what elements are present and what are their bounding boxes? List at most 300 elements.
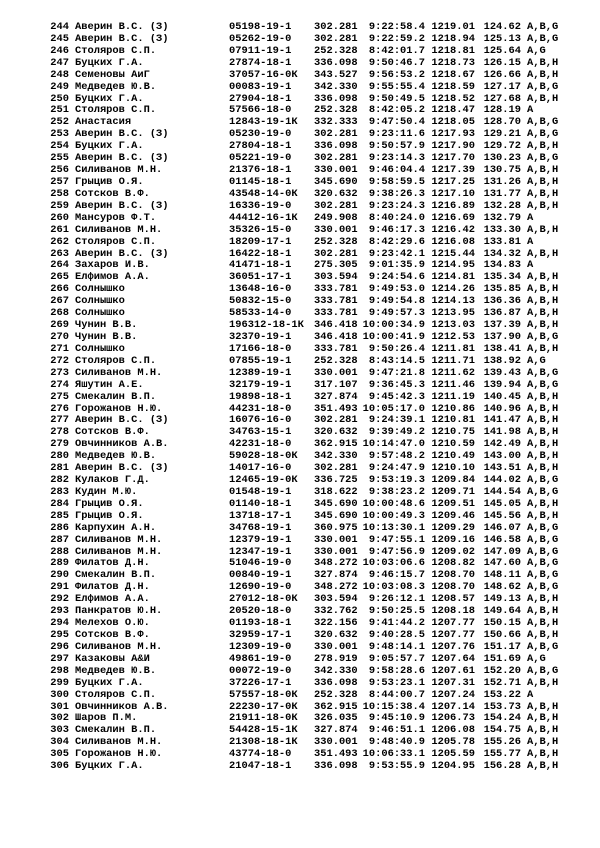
distance-cell: 330.001	[314, 224, 358, 236]
fancier-name-cell: Столяров С.П.	[75, 236, 157, 248]
groups-cell: A,B,G	[527, 522, 559, 534]
distance-cell: 336.098	[314, 57, 358, 69]
arrival-time-cell: 9:23:42.1	[368, 248, 425, 260]
groups-cell: A,B,H	[527, 630, 559, 642]
distance-cell: 348.272	[314, 558, 358, 570]
arrival-time-cell: 9:46:17.3	[368, 224, 425, 236]
groups-cell: A,B,G	[527, 117, 559, 129]
ring-number-cell: 12843-19-1К	[229, 117, 298, 129]
table-row	[46, 201, 586, 213]
table-row	[46, 690, 586, 702]
speed-cell: 1210.81	[431, 415, 475, 427]
place-number-cell: 281	[50, 463, 69, 475]
distance-cell: 332.762	[314, 606, 358, 618]
groups-cell: A,B,H	[527, 463, 559, 475]
arrival-time-cell: 9:01:35.9	[368, 260, 425, 272]
ring-number-cell: 32370-19-1	[229, 331, 292, 343]
arrival-time-cell: 9:48:14.1	[368, 641, 425, 653]
groups-cell: A,B,H	[527, 176, 559, 188]
arrival-time-cell: 9:22:59.2	[368, 33, 425, 45]
groups-cell: A,B,H	[527, 737, 559, 749]
table-row	[46, 547, 586, 559]
table-row	[46, 594, 586, 606]
groups-cell: A,B,G	[527, 546, 559, 558]
fancier-name-cell: Солнышко	[75, 308, 125, 320]
speed-cell: 1209.16	[431, 534, 475, 546]
groups-cell: A,B,H	[527, 320, 559, 332]
table-row	[46, 177, 586, 189]
distance-cell: 332.333	[314, 117, 358, 129]
table-row	[46, 46, 586, 58]
fancier-name-cell: Грыцив О.Я.	[75, 510, 144, 522]
distance-cell: 351.493	[314, 403, 358, 415]
fancier-name-cell: Семеновы АиГ	[75, 69, 150, 81]
fancier-name-cell: Солнышко	[75, 284, 125, 296]
speed-cell: 1210.75	[431, 427, 475, 439]
ring-number-cell: 05230-19-0	[229, 129, 292, 141]
place-number-cell: 295	[50, 630, 69, 642]
ring-number-cell: 13718-17-1	[229, 510, 292, 522]
fancier-name-cell: Силиванов М.Н.	[75, 367, 163, 379]
ring-number-cell: 16076-16-0	[229, 415, 292, 427]
ring-number-cell: 00840-19-1	[229, 570, 292, 582]
fancier-name-cell: Аверин В.С. (З)	[75, 248, 169, 260]
arrival-time-cell: 9:23:11.6	[368, 129, 425, 141]
groups-cell: A,B,G	[527, 486, 559, 498]
arrival-time-cell: 9:49:57.3	[368, 308, 425, 320]
table-row	[46, 308, 586, 320]
ring-number-cell: 12465-19-0К	[229, 475, 298, 487]
ring-number-cell: 14017-16-0	[229, 463, 292, 475]
table-row	[46, 558, 586, 570]
arrival-time-cell: 9:46:15.7	[368, 570, 425, 582]
arrival-time-cell: 9:47:50.4	[368, 117, 425, 129]
place-number-cell: 271	[50, 343, 69, 355]
arrival-time-cell: 9:53:23.1	[368, 677, 425, 689]
table-row	[46, 141, 586, 153]
place-number-cell: 256	[50, 165, 69, 177]
points-cell: 126.15	[483, 57, 521, 69]
speed-cell: 1207.77	[431, 618, 475, 630]
distance-cell: 333.781	[314, 296, 358, 308]
ring-number-cell: 13648-16-0	[229, 284, 292, 296]
points-cell: 132.79	[483, 212, 521, 224]
points-cell: 155.77	[483, 749, 521, 761]
groups-cell: A,B,H	[527, 427, 559, 439]
table-row	[46, 749, 586, 761]
place-number-cell: 245	[50, 33, 69, 45]
ring-number-cell: 01145-18-1	[229, 176, 292, 188]
fancier-name-cell: Солнышко	[75, 343, 125, 355]
distance-cell: 351.493	[314, 749, 358, 761]
groups-cell: A,B,H	[527, 188, 559, 200]
table-row	[46, 487, 586, 499]
place-number-cell: 275	[50, 391, 69, 403]
place-number-cell: 273	[50, 367, 69, 379]
speed-cell: 1206.08	[431, 725, 475, 737]
distance-cell: 336.098	[314, 93, 358, 105]
arrival-time-cell: 9:56:53.2	[368, 69, 425, 81]
points-cell: 155.26	[483, 737, 521, 749]
arrival-time-cell: 9:47:55.1	[368, 534, 425, 546]
arrival-time-cell: 9:26:12.1	[368, 594, 425, 606]
table-row	[46, 380, 586, 392]
arrival-time-cell: 9:57:48.2	[368, 451, 425, 463]
speed-cell: 1208.70	[431, 570, 475, 582]
ring-number-cell: 196312-18-1К	[229, 320, 304, 332]
points-cell: 139.43	[483, 367, 521, 379]
fancier-name-cell: Аверин В.С. (З)	[75, 22, 169, 33]
speed-cell: 1217.70	[431, 153, 475, 165]
results-table	[46, 22, 586, 773]
table-row	[46, 320, 586, 332]
ring-number-cell: 49861-19-0	[229, 653, 292, 665]
fancier-name-cell: Чунин В.В.	[75, 331, 138, 343]
table-row	[46, 213, 586, 225]
speed-cell: 1207.31	[431, 677, 475, 689]
arrival-time-cell: 9:24:39.1	[368, 415, 425, 427]
points-cell: 141.47	[483, 415, 521, 427]
points-cell: 130.75	[483, 165, 521, 177]
table-row	[46, 356, 586, 368]
fancier-name-cell: Овчинников А.В.	[75, 701, 169, 713]
arrival-time-cell: 9:23:24.3	[368, 200, 425, 212]
distance-cell: 333.781	[314, 284, 358, 296]
ring-number-cell: 37057-16-0К	[229, 69, 298, 81]
place-number-cell: 249	[50, 81, 69, 93]
ring-number-cell: 43774-18-0	[229, 749, 292, 761]
arrival-time-cell: 10:05:17.0	[362, 403, 425, 415]
speed-cell: 1208.82	[431, 558, 475, 570]
distance-cell: 360.975	[314, 522, 358, 534]
points-cell: 134.32	[483, 248, 521, 260]
place-number-cell: 261	[50, 224, 69, 236]
points-cell: 127.68	[483, 93, 521, 105]
ring-number-cell: 05221-19-0	[229, 153, 292, 165]
place-number-cell: 300	[50, 689, 69, 701]
points-cell: 152.71	[483, 677, 521, 689]
groups-cell: A,B,H	[527, 606, 559, 618]
points-cell: 148.62	[483, 582, 521, 594]
speed-cell: 1209.71	[431, 486, 475, 498]
table-row	[46, 82, 586, 94]
distance-cell: 327.874	[314, 725, 358, 737]
arrival-time-cell: 10:00:34.9	[362, 320, 425, 332]
fancier-name-cell: Карпухин А.Н.	[75, 522, 157, 534]
distance-cell: 275.305	[314, 260, 358, 272]
table-row	[46, 666, 586, 678]
speed-cell: 1213.95	[431, 308, 475, 320]
points-cell: 147.60	[483, 558, 521, 570]
groups-cell: A,B,H	[527, 69, 559, 81]
fancier-name-cell: Силиванов М.Н.	[75, 641, 163, 653]
place-number-cell: 247	[50, 57, 69, 69]
ring-number-cell: 27874-18-1	[229, 57, 292, 69]
points-cell: 151.17	[483, 641, 521, 653]
groups-cell: A,G	[527, 653, 546, 665]
groups-cell: A,G	[527, 45, 546, 57]
distance-cell: 336.098	[314, 761, 358, 773]
distance-cell: 345.690	[314, 510, 358, 522]
fancier-name-cell: Аверин В.С. (З)	[75, 153, 169, 165]
fancier-name-cell: Аверин В.С. (З)	[75, 200, 169, 212]
groups-cell: A	[527, 105, 534, 117]
points-cell: 149.64	[483, 606, 521, 618]
arrival-time-cell: 9:47:56.9	[368, 546, 425, 558]
fancier-name-cell: Грыцив О.Я.	[75, 498, 144, 510]
fancier-name-cell: Горожанов Н.Ю.	[75, 403, 163, 415]
ring-number-cell: 19898-18-1	[229, 391, 292, 403]
ring-number-cell: 41471-18-1	[229, 260, 292, 272]
table-row	[46, 702, 586, 714]
speed-cell: 1209.84	[431, 475, 475, 487]
table-row	[46, 153, 586, 165]
ring-number-cell: 12690-19-0	[229, 582, 292, 594]
distance-cell: 330.001	[314, 367, 358, 379]
table-row	[46, 296, 586, 308]
arrival-time-cell: 10:15:38.4	[362, 701, 425, 713]
points-cell: 125.64	[483, 45, 521, 57]
arrival-time-cell: 9:38:26.3	[368, 188, 425, 200]
arrival-time-cell: 8:44:00.7	[368, 689, 425, 701]
points-cell: 145.05	[483, 498, 521, 510]
arrival-time-cell: 10:03:06.6	[362, 558, 425, 570]
place-number-cell: 291	[50, 582, 69, 594]
table-row	[46, 761, 586, 773]
ring-number-cell: 57566-18-0	[229, 105, 292, 117]
ring-number-cell: 32179-19-1	[229, 379, 292, 391]
points-cell: 146.58	[483, 534, 521, 546]
table-row	[46, 523, 586, 535]
fancier-name-cell: Столяров С.П.	[75, 689, 157, 701]
fancier-name-cell: Силиванов М.Н.	[75, 534, 163, 546]
points-cell: 153.73	[483, 701, 521, 713]
ring-number-cell: 21376-18-1	[229, 165, 292, 177]
arrival-time-cell: 10:13:30.1	[362, 522, 425, 534]
arrival-time-cell: 9:49:53.0	[368, 284, 425, 296]
place-number-cell: 297	[50, 653, 69, 665]
points-cell: 152.20	[483, 665, 521, 677]
ring-number-cell: 21047-18-1	[229, 761, 292, 773]
fancier-name-cell: Казаковы А&И	[75, 653, 150, 665]
groups-cell: A	[527, 689, 534, 701]
speed-cell: 1210.86	[431, 403, 475, 415]
arrival-time-cell: 9:45:42.3	[368, 391, 425, 403]
speed-cell: 1209.29	[431, 522, 475, 534]
groups-cell: A,B,G	[527, 582, 559, 594]
speed-cell: 1204.95	[431, 761, 475, 773]
fancier-name-cell: Силиванов М.Н.	[75, 165, 163, 177]
arrival-time-cell: 8:42:29.6	[368, 236, 425, 248]
distance-cell: 252.328	[314, 689, 358, 701]
fancier-name-cell: Мансуров Ф.Т.	[75, 212, 157, 224]
fancier-name-cell: Буцких Г.А.	[75, 761, 144, 773]
table-row	[46, 344, 586, 356]
fancier-name-cell: Силиванов М.Н.	[75, 224, 163, 236]
place-number-cell: 299	[50, 677, 69, 689]
points-cell: 139.94	[483, 379, 521, 391]
points-cell: 144.54	[483, 486, 521, 498]
fancier-name-cell: Аверин В.С. (З)	[75, 129, 169, 141]
distance-cell: 278.919	[314, 653, 358, 665]
speed-cell: 1213.03	[431, 320, 475, 332]
fancier-name-cell: Медведев Ю.В.	[75, 81, 157, 93]
groups-cell: A	[527, 260, 534, 272]
arrival-time-cell: 9:50:49.5	[368, 93, 425, 105]
arrival-time-cell: 9:41:44.2	[368, 618, 425, 630]
table-row	[46, 713, 586, 725]
fancier-name-cell: Солнышко	[75, 296, 125, 308]
table-row	[46, 237, 586, 249]
table-row	[46, 499, 586, 511]
points-cell: 137.39	[483, 320, 521, 332]
place-number-cell: 252	[50, 117, 69, 129]
speed-cell: 1218.05	[431, 117, 475, 129]
distance-cell: 330.001	[314, 165, 358, 177]
arrival-time-cell: 9:46:51.1	[368, 725, 425, 737]
place-number-cell: 274	[50, 379, 69, 391]
place-number-cell: 306	[50, 761, 69, 773]
speed-cell: 1218.47	[431, 105, 475, 117]
fancier-name-cell: Шаров П.М.	[75, 713, 138, 725]
table-row	[46, 606, 586, 618]
fancier-name-cell: Сотсков В.Ф.	[75, 427, 150, 439]
distance-cell: 320.632	[314, 188, 358, 200]
ring-number-cell: 50832-15-0	[229, 296, 292, 308]
speed-cell: 1216.89	[431, 200, 475, 212]
points-cell: 140.96	[483, 403, 521, 415]
groups-cell: A,B,H	[527, 415, 559, 427]
ring-number-cell: 16422-18-1	[229, 248, 292, 260]
distance-cell: 252.328	[314, 236, 358, 248]
speed-cell: 1219.01	[431, 22, 475, 33]
place-number-cell: 277	[50, 415, 69, 427]
groups-cell: A,B,G	[527, 534, 559, 546]
table-row	[46, 105, 586, 117]
fancier-name-cell: Яшутин А.Е.	[75, 379, 144, 391]
place-number-cell: 267	[50, 296, 69, 308]
table-row	[46, 630, 586, 642]
distance-cell: 326.035	[314, 713, 358, 725]
points-cell: 154.24	[483, 713, 521, 725]
arrival-time-cell: 10:00:41.9	[362, 331, 425, 343]
arrival-time-cell: 9:45:10.9	[368, 713, 425, 725]
arrival-time-cell: 9:24:54.6	[368, 272, 425, 284]
speed-cell: 1217.93	[431, 129, 475, 141]
ring-number-cell: 16336-19-0	[229, 200, 292, 212]
place-number-cell: 257	[50, 176, 69, 188]
fancier-name-cell: Столяров С.П.	[75, 45, 157, 57]
fancier-name-cell: Овчинников А.В.	[75, 439, 169, 451]
points-cell: 129.72	[483, 141, 521, 153]
groups-cell: A,B,H	[527, 451, 559, 463]
distance-cell: 320.632	[314, 630, 358, 642]
points-cell: 149.13	[483, 594, 521, 606]
groups-cell: A,B,H	[527, 749, 559, 761]
groups-cell: A,B,H	[527, 296, 559, 308]
place-number-cell: 290	[50, 570, 69, 582]
speed-cell: 1209.51	[431, 498, 475, 510]
distance-cell: 327.874	[314, 391, 358, 403]
table-row	[46, 272, 586, 284]
ring-number-cell: 34763-15-1	[229, 427, 292, 439]
points-cell: 125.13	[483, 33, 521, 45]
groups-cell: A,B,H	[527, 618, 559, 630]
distance-cell: 346.418	[314, 320, 358, 332]
groups-cell: A,B,H	[527, 272, 559, 284]
speed-cell: 1218.52	[431, 93, 475, 105]
table-row	[46, 70, 586, 82]
distance-cell: 249.908	[314, 212, 358, 224]
groups-cell: A,B,H	[527, 713, 559, 725]
points-cell: 128.70	[483, 117, 521, 129]
ring-number-cell: 27804-18-1	[229, 141, 292, 153]
ring-number-cell: 36051-17-1	[229, 272, 292, 284]
points-cell: 141.98	[483, 427, 521, 439]
ring-number-cell: 00083-19-1	[229, 81, 292, 93]
place-number-cell: 260	[50, 212, 69, 224]
place-number-cell: 301	[50, 701, 69, 713]
arrival-time-cell: 9:50:46.7	[368, 57, 425, 69]
table-row	[46, 117, 586, 129]
speed-cell: 1209.46	[431, 510, 475, 522]
ring-number-cell: 01548-19-1	[229, 486, 292, 498]
distance-cell: 348.272	[314, 582, 358, 594]
groups-cell: A,B,H	[527, 510, 559, 522]
arrival-time-cell: 9:47:21.8	[368, 367, 425, 379]
place-number-cell: 285	[50, 510, 69, 522]
table-row	[46, 284, 586, 296]
groups-cell: A,B,H	[527, 248, 559, 260]
points-cell: 130.23	[483, 153, 521, 165]
fancier-name-cell: Панкратов Ю.Н.	[75, 606, 163, 618]
place-number-cell: 288	[50, 546, 69, 558]
groups-cell: A	[527, 236, 534, 248]
arrival-time-cell: 10:03:08.3	[362, 582, 425, 594]
place-number-cell: 251	[50, 105, 69, 117]
ring-number-cell: 12347-19-1	[229, 546, 292, 558]
table-row	[46, 725, 586, 737]
speed-cell: 1214.95	[431, 260, 475, 272]
ring-number-cell: 20520-18-0	[229, 606, 292, 618]
ring-number-cell: 00072-19-0	[229, 665, 292, 677]
groups-cell: A,B,G	[527, 475, 559, 487]
place-number-cell: 250	[50, 93, 69, 105]
fancier-name-cell: Мелехов О.Ю.	[75, 618, 150, 630]
speed-cell: 1206.73	[431, 713, 475, 725]
speed-cell: 1211.46	[431, 379, 475, 391]
speed-cell: 1209.02	[431, 546, 475, 558]
table-row	[46, 58, 586, 70]
fancier-name-cell: Филатов Д.Н.	[75, 558, 150, 570]
place-number-cell: 253	[50, 129, 69, 141]
fancier-name-cell: Кулаков Г.Д.	[75, 475, 150, 487]
fancier-name-cell: Аверин В.С. (З)	[75, 415, 169, 427]
place-number-cell: 282	[50, 475, 69, 487]
speed-cell: 1211.19	[431, 391, 475, 403]
points-cell: 143.00	[483, 451, 521, 463]
fancier-name-cell: Сотсков В.Ф.	[75, 188, 150, 200]
arrival-time-cell: 9:39:49.2	[368, 427, 425, 439]
speed-cell: 1217.39	[431, 165, 475, 177]
distance-cell: 342.330	[314, 451, 358, 463]
distance-cell: 302.281	[314, 200, 358, 212]
speed-cell: 1211.62	[431, 367, 475, 379]
groups-cell: A,B,G	[527, 33, 559, 45]
fancier-name-cell: Филатов Д.Н.	[75, 582, 150, 594]
points-cell: 144.02	[483, 475, 521, 487]
table-row	[46, 582, 586, 594]
